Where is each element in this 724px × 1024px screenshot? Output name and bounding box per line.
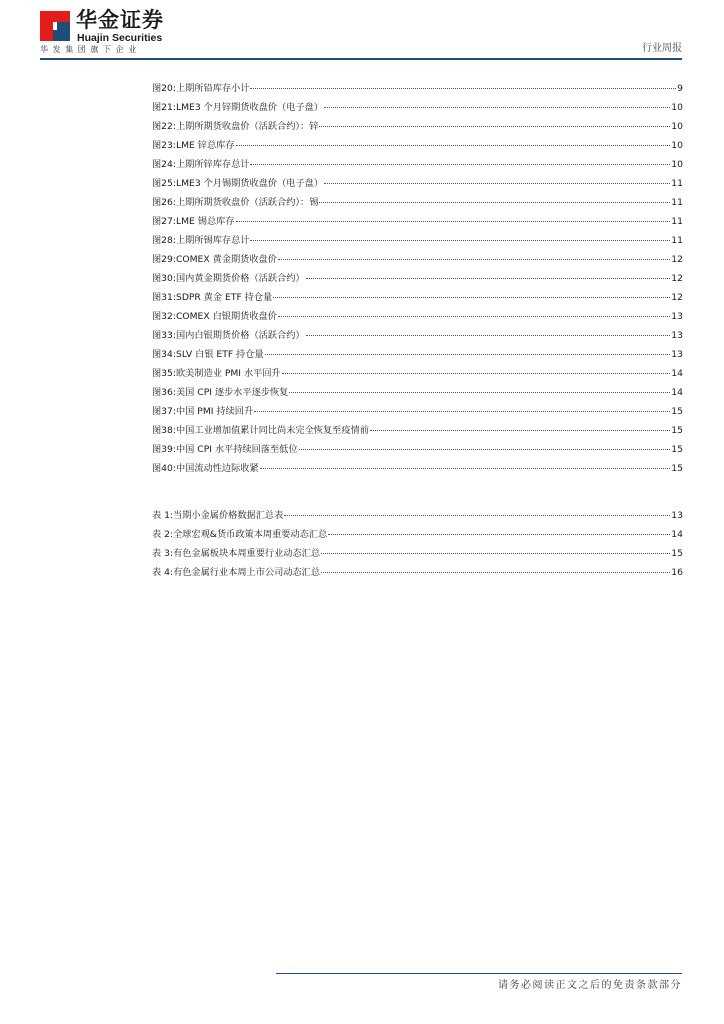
entry-page-number: 9 — [677, 83, 683, 94]
header-divider — [40, 58, 682, 60]
entry-page-number: 11 — [671, 178, 683, 189]
entry-title: 上期所铅库存小计 — [175, 83, 250, 94]
entry-number: 图22: — [152, 121, 176, 132]
figure-entry[interactable] — [152, 384, 683, 403]
entry-number: 图32: — [152, 311, 176, 322]
dot-leader — [250, 239, 670, 241]
entry-page-number: 13 — [671, 349, 683, 360]
entry-page-number: 10 — [671, 121, 683, 132]
dot-leader — [278, 258, 670, 260]
figure-entry[interactable] — [152, 270, 683, 289]
entry-title: 当期小金属价格数据汇总表 — [173, 510, 284, 521]
entry-page-number: 10 — [671, 102, 683, 113]
dot-leader — [289, 391, 670, 393]
entry-title: 有色金属行业本周上市公司动态汇总 — [173, 567, 321, 578]
footer-disclaimer: 请务必阅读正文之后的免责条款部分 — [498, 980, 682, 991]
entry-title: 上期所期货收盘价（活跃合约）：锌 — [175, 121, 319, 132]
figure-index — [152, 80, 683, 479]
figure-entry[interactable] — [152, 346, 683, 365]
entry-page-number: 13 — [671, 510, 683, 521]
table-entry[interactable] — [152, 564, 683, 583]
entry-title: 国内白银期货价格（活跃合约） — [175, 330, 305, 341]
entry-page-number: 15 — [671, 463, 683, 474]
dot-leader — [250, 87, 676, 89]
entry-page-number: 10 — [671, 140, 683, 151]
entry-page-number: 15 — [671, 548, 683, 559]
entry-page-number: 15 — [671, 406, 683, 417]
figure-entry[interactable] — [152, 460, 683, 479]
entry-number: 图27: — [152, 216, 176, 227]
entry-number: 图23: — [152, 140, 176, 151]
entry-number: 图29: — [152, 254, 176, 265]
entry-page-number: 11 — [671, 197, 683, 208]
entry-page-number: 11 — [671, 216, 683, 227]
dot-leader — [299, 448, 671, 450]
entry-number: 图37: — [152, 406, 176, 417]
dot-leader — [370, 429, 670, 431]
figure-entry[interactable] — [152, 175, 683, 194]
entry-page-number: 12 — [671, 254, 683, 265]
figure-entry[interactable] — [152, 308, 683, 327]
entry-title: 中国流动性边际收紧 — [175, 463, 259, 474]
dot-leader — [236, 144, 671, 146]
entry-number: 图40: — [152, 463, 176, 474]
footer-divider — [276, 973, 682, 974]
entry-number: 图20: — [152, 83, 176, 94]
dot-leader — [282, 372, 671, 374]
entry-number: 图21: — [152, 102, 176, 113]
entry-title: LME 锌总库存 — [175, 140, 235, 151]
figure-entry[interactable] — [152, 137, 683, 156]
entry-title: LME3 个月锌期货收盘价（电子盘） — [175, 102, 324, 113]
entry-number: 表 2: — [152, 529, 174, 540]
dot-leader — [328, 533, 670, 535]
entry-number: 图30: — [152, 273, 176, 284]
entry-number: 图39: — [152, 444, 176, 455]
logo-chinese-name: 华金证券 — [76, 8, 164, 32]
entry-number: 图28: — [152, 235, 176, 246]
dot-leader — [254, 410, 670, 412]
entry-page-number: 14 — [671, 368, 683, 379]
dot-leader — [319, 201, 670, 203]
entry-title: 美国 CPI 逐步水平逐步恢复 — [175, 387, 289, 398]
figure-entry[interactable] — [152, 232, 683, 251]
entry-number: 表 4: — [152, 567, 174, 578]
report-type: 行业周报 — [642, 43, 682, 54]
entry-number: 图36: — [152, 387, 176, 398]
entry-number: 表 3: — [152, 548, 174, 559]
entry-number: 图34: — [152, 349, 176, 360]
figure-entry[interactable] — [152, 365, 683, 384]
figure-entry[interactable] — [152, 403, 683, 422]
entry-title: 有色金属板块本周重要行业动态汇总 — [173, 548, 321, 559]
dot-leader — [236, 220, 671, 222]
company-tagline: 华发集团旗下企业 — [40, 45, 141, 54]
entry-title: 中国 CPI 水平持续回落至低位 — [175, 444, 298, 455]
entry-title: COMEX 黄金期货收盘价 — [175, 254, 277, 265]
dot-leader — [265, 353, 671, 355]
dot-leader — [278, 315, 670, 317]
entry-page-number: 10 — [671, 159, 683, 170]
figure-entry[interactable] — [152, 194, 683, 213]
dot-leader — [273, 296, 670, 298]
entry-title: 上期所锡库存总计 — [175, 235, 250, 246]
entry-title: SDPR 黄金 ETF 持仓量 — [175, 292, 273, 303]
logo-english-name: Huajin Securities — [77, 32, 163, 44]
entry-title: LME3 个月锡期货收盘价（电子盘） — [175, 178, 324, 189]
figure-entry[interactable] — [152, 80, 683, 99]
entry-page-number: 14 — [671, 529, 683, 540]
entry-number: 图25: — [152, 178, 176, 189]
figure-entry[interactable] — [152, 289, 683, 308]
entry-page-number: 13 — [671, 330, 683, 341]
dot-leader — [306, 334, 671, 336]
figure-entry[interactable] — [152, 118, 683, 137]
table-entry[interactable] — [152, 526, 683, 545]
figure-entry[interactable] — [152, 441, 683, 460]
dot-leader — [250, 163, 670, 165]
dot-leader — [260, 467, 671, 469]
entry-title: COMEX 白银期货收盘价 — [175, 311, 277, 322]
figure-entry[interactable] — [152, 213, 683, 232]
entry-page-number: 13 — [671, 311, 683, 322]
entry-title: 上期所期货收盘价（活跃合约）：锡 — [175, 197, 319, 208]
dot-leader — [324, 182, 670, 184]
entry-number: 图35: — [152, 368, 176, 379]
table-index — [152, 507, 683, 583]
figure-entry[interactable] — [152, 422, 683, 441]
dot-leader — [319, 125, 670, 127]
entry-page-number: 11 — [671, 235, 683, 246]
dot-leader — [284, 514, 670, 516]
table-entry[interactable] — [152, 507, 683, 526]
dot-leader — [306, 277, 671, 279]
entry-title: 全球宏观&货币政策本周重要动态汇总 — [173, 529, 328, 540]
entry-title: 国内黄金期货价格（活跃合约） — [175, 273, 305, 284]
entry-title: SLV 白银 ETF 持仓量 — [175, 349, 264, 360]
entry-number: 图26: — [152, 197, 176, 208]
figure-entry[interactable] — [152, 327, 683, 346]
entry-page-number: 12 — [671, 273, 683, 284]
entry-title: 上期所锌库存总计 — [175, 159, 250, 170]
entry-title: 中国 PMI 持续回升 — [175, 406, 254, 417]
huajin-logo-icon — [40, 11, 70, 41]
entry-page-number: 15 — [671, 425, 683, 436]
entry-title: 欧美制造业 PMI 水平回升 — [175, 368, 281, 379]
entry-number: 图31: — [152, 292, 176, 303]
entry-number: 表 1: — [152, 510, 174, 521]
dot-leader — [324, 106, 670, 108]
entry-title: 中国工业增加值累计同比尚未完全恢复至疫情前 — [175, 425, 369, 436]
table-entry[interactable] — [152, 545, 683, 564]
entry-page-number: 16 — [671, 567, 683, 578]
figure-entry[interactable] — [152, 156, 683, 175]
entry-number: 图24: — [152, 159, 176, 170]
entry-page-number: 14 — [671, 387, 683, 398]
entry-title: LME 锡总库存 — [175, 216, 235, 227]
figure-entry[interactable] — [152, 99, 683, 118]
entry-page-number: 12 — [671, 292, 683, 303]
dot-leader — [321, 552, 670, 554]
entry-page-number: 15 — [671, 444, 683, 455]
entry-number: 图33: — [152, 330, 176, 341]
dot-leader — [321, 571, 670, 573]
figure-entry[interactable] — [152, 251, 683, 270]
entry-number: 图38: — [152, 425, 176, 436]
